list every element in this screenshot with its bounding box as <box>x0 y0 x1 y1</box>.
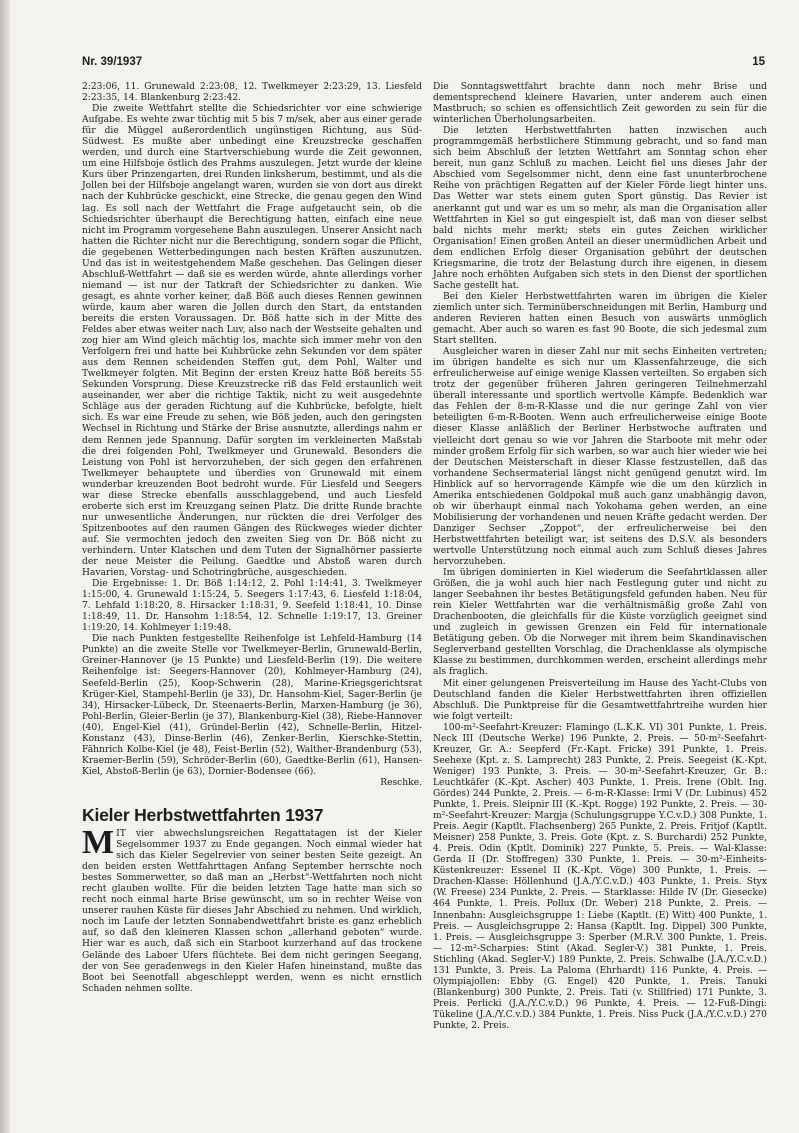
left-paragraph-standings: Die nach Punkten festgestellte Reihenfolge ist Lehfeld-Hamburg (14 Punkte) an die zweite Stelle vor Twelkmeyer-Berlin, Grunewald-Berlin, Greiner-Hannover (je 15 Punkte) und Liesfeld-Berlin (19). Die weitere Reihenfolge ist: Seegers-Hannover (20), Kohlmeyer-Hamburg (24), Seefeld-Berlin (25), Koop-Schwerin (28), Marine-Kriegsgerichtsrat Krüger-Kiel, Stampehl-Berlin (je 33), Dr. Hansohm-Kiel, Sager-Berlin (je 34), Hirsacker-Lübeck, Dr. Steenaerts-Berlin, Marxen-Hamburg (je 36), Pohl-Berlin, Gleier-Berlin (je 37), Blankenburg-Kiel (38), Riebe-Hannover (40), Engel-Kiel (41), Gründel-Berlin (42), Schnelle-Berlin, Hitzel-Konstanz (43), Dinse-Berlin (46), Zenker-Berlin, Kierschke-Stettin, Fähnrich Kolbe-Kiel (je 48), Feist-Berlin (52), Walther-Brandenburg (53), Kraemer-Berlin (59), Schröder-Berlin (60), Gaedtke-Berlin (61), Hansen-Kiel, Abstoß-Berlin (je 63), Dornier-Bodensee (66). <box>82 634 422 777</box>
left-paragraph-results-continued: 2:23:06, 11. Grunewald 2:23:08, 12. Twelkmeyer 2:23:29, 13. Liesfeld 2:23:35, 14. Blankenburg 2:23:42. <box>82 82 422 104</box>
drop-cap: M <box>82 824 115 861</box>
right-paragraph-autumn-mood: Die letzten Herbstwettfahrten hatten inzwischen auch programmgemäß herbstlichere Stimmung gebracht, und so fand man sich beim Abschluß der letzten Wettfahrt am Sonntag schon eher bereit, nun ganz Schluß zu machen. Leicht fiel uns dieses Jahr der Abschied vom Segelsommer nicht, denn eine fast ununterbrochene Reihe von prächtigen Regatten auf der Kieler Förde liegt hinter uns. Das Wetter war stets einem guten Sport günstig. Das Revier ist anerkannt gut und war es um so mehr, als man die Organisation aller Wettfahrten in Kiel so gut eingespielt ist, daß man von dieser selbst bald nichts mehr merkt; stets ein gutes Zeichen wirklicher Organisation! Einen großen Anteil an dieser unermüdlichen Arbeit und dem endlichen Erfolg dieser Organisation gebührt der deutschen Kriegsmarine, die trotz der Belastung durch ihre eigenen, in diesem Jahre noch erhöhten Aufgaben sich stets in den Dienst der sportlichen Sache gestellt hat. <box>433 126 767 291</box>
page-header <box>82 56 765 74</box>
right-paragraph-sunday-race: Die Sonntagswettfahrt brachte dann noch mehr Brise und dementsprechend kleinere Havarien, unter anderem auch einen Mastbruch; so schien es offensichtlich Zeit geworden zu sein für die winterlichen Überholungsarbeiten. <box>433 82 767 126</box>
article-headline: Kieler Herbstwettfahrten 1937 <box>82 805 324 825</box>
author-signature: Reschke. <box>380 777 422 788</box>
page-number: 15 <box>752 56 765 68</box>
issue-number: Nr. 39/1937 <box>82 56 143 68</box>
lead-text: IT vier abwechslungsreichen Regattatagen ist der Kieler Segelsommer 1937 zu Ende gegangen. Noch einmal wieder hat sich das Kieler Segelrevier von seiner besten Seite gezeigt. An den beiden ersten Wettfahrttagen Anfang September herrschte noch bestes Sommerwetter, so daß man an „Herbst“-Wettfahrten noch nicht recht glauben wollte. Für die beiden letzten Tage hatte man sich so recht noch einmal harte Brise gewünscht, um so in rechter Weise von unserer rauhen Küste für dieses Jahr Abschied zu nehmen. Und wirklich, noch im Laufe der letzten Sonnabendwettfahrt briste es ganz erheblich auf, so daß den kleineren Klassen schon „allerhand geboten“ wurde. Hier war es auch, daß sich ein Starboot kurzerhand auf das trockene Gelände des Laboer Ufers flüchtete. Bei dem nicht geringen Seegang, der von See geradenwegs in den Kieler Hafen hineinstand, mußte das Boot bei Seenotfall abgeschleppt werden, wenn es nicht ernstlich Schaden nehmen sollte. <box>82 829 422 994</box>
left-paragraph-results: Die Ergebnisse: 1. Dr. Böß 1:14:12, 2. Pohl 1:14:41, 3. Twelkmeyer 1:15:00, 4. Grunewald 1:15:24, 5. Seegers 1:17:43, 6. Liesfeld 1:18:04, 7. Lehfald 1:18:20, 8. Hirsacker 1:18:31, 9. Seefeld 1:18:41, 10. Dinse 1:18:49, 11. Dr. Hansohm 1:18:54, 12. Schnelle 1:19:17, 13. Greiner 1:19:20, 14. Kohlmeyer 1:19:48. <box>82 579 422 634</box>
left-paragraph-second-race: Die zweite Wettfahrt stellte die Schiedsrichter vor eine schwierige Aufgabe. Es wehte zwar tüchtig mit 5 bis 7 m/sek, aber aus einer gerade für die Müggel außerordentlich ungünstigen Richtung, aus Süd-Südwest. Es mußte aber unbedingt eine Kreuzstrecke geschaffen werden, und durch eine Startverschiebung wurde die Zeit gewonnen, um eine Hilfsboje östlich des Prahms auszulegen. Jetzt wurde der kleine Kurs über Prinzengarten, drei Runden linksherum, bestimmt, und als die Jollen bei der Hilfsboje angelangt waren, wurden sie von dort aus direkt nach der Kuhbrücke geschickt, eine Strecke, die genau gegen den Wind lag. Es soll nach der Wettfahrt die Frage aufgetaucht sein, ob die Schiedsrichter überhaupt die Berechtigung hatten, einfach eine neue nicht im Programm vorgesehene Bahn auszulegen. Unserer Ansicht nach hatten die Richter nicht nur die Berechtigung, sondern sogar die Pflicht, die gegebenen Wetterbedingungen nach besten Kräften auszunutzen. Und das ist in weitestgehendem Maße geschehen. Das Gelingen dieser Abschluß-Wettfahrt — daß sie es werden würde, ahnte allerdings vorher niemand — ist nur der Tatkraft der Schiedsrichter zu danken. Wie gesagt, es ahnte vorher keiner, daß Böß auch dieses Rennen gewinnen würde, kaum aber waren die Jollen durch den Start, da entstanden bereits die ersten Voraussagen. Dr. Böß hatte sich in der Mitte des Feldes aber etwas weiter nach Luv, also nach der Westseite gehalten und zog hier am Wind gleich mächtig los, machte sich immer mehr von den Verfolgern frei und hatte bei Kuhbrücke zehn Sekunden vor dem später aus dem Rennen scheidenden Steffen gut, dem Pohl, Walter und Twelkmeyer folgten. Mit Beginn der ersten Kreuz hatte Böß bereits 55 Sekunden Vorsprung. Diese Kreuzstrecke riß das Feld erstaunlich weit auseinander, wer aber die richtige Taktik, nicht zu weit ausgedehnte Schläge aus der geraden Richtung auf die Kuhbrücke, befolgte, hielt sich. Es war eine Freude zu sehen, wie Böß jeden, auch den geringsten Wechsel in Richtung und Stärke der Brise ausnutzte, allerdings nahm er dem Rennen jede Spannung. Dafür sorgten im verkleinerten Maßstab die drei folgenden Pohl, Twelkmeyer und Grunewald. Besonders die Leistung von Pohl ist hervorzuheben, der sich gegen den erfahrenen Twelkmeyer behauptete und überdies von Grunewald mit einem wunderbar kreuzenden Boot bedroht wurde. Für Liesfeld und Seegers war diese Strecke ebenfalls ausschlaggebend, und auch Liesfeld eroberte sich erst im Kreuzgang seinen Platz. Die dritte Runde brachte nur unwesentliche Änderungen, nur rückten die drei Verfolger des Spitzenbootes auf den raumen Gängen des Rückweges wieder dichter auf. Sie vermochten jedoch den zweiten Sieg von Dr. Böß nicht zu verhindern. Unter Klatschen und dem Tuten der Signalhörner passierte der neue Meister die Peilung. Gaedtke und Abstoß waren durch Havarien, Vorstag- und Schotringbrüche, ausgeschieden. <box>82 104 422 579</box>
article-lead-paragraph <box>82 824 422 995</box>
right-paragraph-participants: Bei den Kieler Herbstwettfahrten waren im übrigen die Kieler ziemlich unter sich. Terminüberschneidungen mit Berlin, Hamburg und anderen Revieren hatten einen Besuch von auswärts unmöglich gemacht. Aber auch so waren es fast 90 Boote, die sich jedesmal zum Start stellten. <box>433 291 767 347</box>
right-paragraph-seefahrt-classes: Im übrigen dominierten in Kiel wiederum die Seefahrtklassen aller Größen, die ja wohl auch hier nach Festlegung guter und nicht zu langer Seebahnen ihr bestes Betätigungsfeld gefunden haben. Neu für rein Kieler Wettfahrten war die verhältnismäßig große Zahl von Drachenbooten, die gleichfalls für die Küste vorzüglich geeignet sind und zugleich in gewissen Grenzen ein Feld für internationale Betätigung geben. Ob die Norweger mit ihrem beim Skandinavischen Seglerverband gestellten Vorschlag, die Drachenklasse als olympische Klasse zu bestimmen, durchkommen werden, erscheint allerdings mehr als fraglich. <box>433 568 767 678</box>
right-paragraph-prize-giving: Mit einer gelungenen Preisverteilung im Hause des Yacht-Clubs von Deutschland fanden die Kieler Herbstwettfahrten ihren offiziellen Abschluß. Die Punktpreise für die Gesamtwettfahrtreihe wurden hier wie folgt verteilt: <box>433 678 767 722</box>
page-edge-shadow <box>0 0 10 1133</box>
right-paragraph-prize-list: 100-m²-Seefahrt-Kreuzer: Flamingo (L.K.K. VI) 301 Punkte, 1. Preis. Neck III (Deutsche Werke) 196 Punkte, 2. Preis. — 50-m²-Seefahrt-Kreuzer, Gr. A.: Seepferd (Fr.-Kapt. Fricke) 391 Punkte, 1. Preis. Seehexe (Kpt. z. S. Lamprecht) 283 Punkte, 2. Preis. Seegeist (K.-Kpt. Weniger) 193 Punkte, 3. Preis. — 30-m²-Seefahrt-Kreuzer, Gr. B.: Leuchtkäfer (K.-Kpt. Ascher) 403 Punkte, 1. Preis. Irene (Oblt. Ing. Gördes) 244 Punkte, 2. Preis. — 6-m-R-Klasse: Irmi V (Dr. Lubinus) 452 Punkte, 1. Preis. Sleipnir III (K.-Kpt. Rogge) 192 Punkte, 2. Preis. — 30-m²-Seefahrt-Kreuzer: Margja (Schulungsgruppe Y.C.v.D.) 308 Punkte, 1. Preis. Aegir (Kaptlt. Flachsenberg) 265 Punkte, 2. Preis. Fritjof (Kaptlt. Meisner) 258 Punkte, 3. Preis. Gote (Kpt. z. S. Burchardi) 252 Punkte, 4. Preis. Odin (Kptlt. Dominik) 227 Punkte, 5. Preis. — Wal-Klasse: Gerda II (Dr. Stoffregen) 330 Punkte, 1. Preis. — 30-m²-Einheits-Küstenkreuzer: Essenel II (K.-Kpt. Vöge) 300 Punkte, 1. Preis. — Drachen-Klasse: Höllenhund (J.A./Y.C.v.D.) 403 Punkte, 1. Preis. Styx (W. Freese) 234 Punkte, 2. Preis. — Starklasse: Hilde IV (Dr. Giesecke) 464 Punkte, 1. Preis. Pollux (Dr. Weber) 218 Punkte, 2. Preis. — Innenbahn: Ausgleichsgruppe 1: Liebe (Kaptlt. (E) Witt) 400 Punkte, 1. Preis. — Ausgleichsgruppe 2: Hansa (Kaptlt. Ing. Dippel) 300 Punkte, 1. Preis. — Ausgleichsgruppe 3: Sperber (M.R.V. 300 Punkte, 1. Preis. — 12-m²-Scharpies: Stint (Akad. Segler-V.) 381 Punkte, 1. Preis. Stichling (Akad. Segler-V.) 189 Punkte, 2. Preis. Schwalbe (J.A./Y.C.v.D.) 131 Punkte, 3. Preis. La Paloma (Ehrhardt) 116 Punkte, 4. Preis. — Olympiajollen: Ebby (G. Engel) 420 Punkte, 1. Preis. Tanuki (Blankenburg) 300 Punkte, 2. Preis. Tati (v. Stillfried) 171 Punkte, 3. Preis. Perlicki (J.A./Y.C.v.D.) 96 Punkte, 4. Preis. — 12-Fuß-Dingi: Tükeline (J.A./Y.C.v.D.) 384 Punkte, 1. Preis. Niss Puck (J.A./Y.C.v.D.) 270 Punkte, 2. Preis. <box>433 722 767 1031</box>
right-paragraph-classes: Ausgleicher waren in dieser Zahl nur mit sechs Einheiten vertreten; im übrigen handelte es sich nur um Klassenfahrzeuge, die sich erfreulicherweise auf einige wenige Klassen verteilten. So ergaben sich trotz der gegenüber früheren Jahren geringeren Teilnehmerzahl überall interessante und sportlich wertvolle Kämpfe. Bedenklich war das Fehlen der 8-m-R-Klasse und die nur geringe Zahl von vier beteiligten 6-m-R-Booten. Wenn auch erfreulicherweise einige Boote dieser Klasse anläßlich der Berliner Herbstwoche auftraten und vielleicht dort genau so wie vor Jahren die Starboote mit mehr oder minder großem Erfolg für sich warben, so war auch hier wieder wie bei der Deutschen Meisterschaft in dieser Klasse festzustellen, daß das vorhandene Sechsermaterial längst nicht genügend genutzt wird. Im Hinblick auf so hervorragende Kämpfe wie die um den kürzlich in Amerika entschiedenen Goldpokal muß auch ganz unabhängig davon, ob wir überhaupt einmal nach Yokohama gehen werden, an eine Mobilisierung der vorhandenen und neuen Kräfte gedacht werden. Der Danziger Sechser „Zoppot“, der erfreulicherweise bei den Herbstwettfahrten beteiligt war, ist seitens des D.S.V. als besonders wertvolle Unterstützung noch einmal auch zum Schluß dieses Jahres hervorzuheben. <box>433 347 767 568</box>
right-column <box>433 82 767 1032</box>
left-column <box>82 82 422 995</box>
